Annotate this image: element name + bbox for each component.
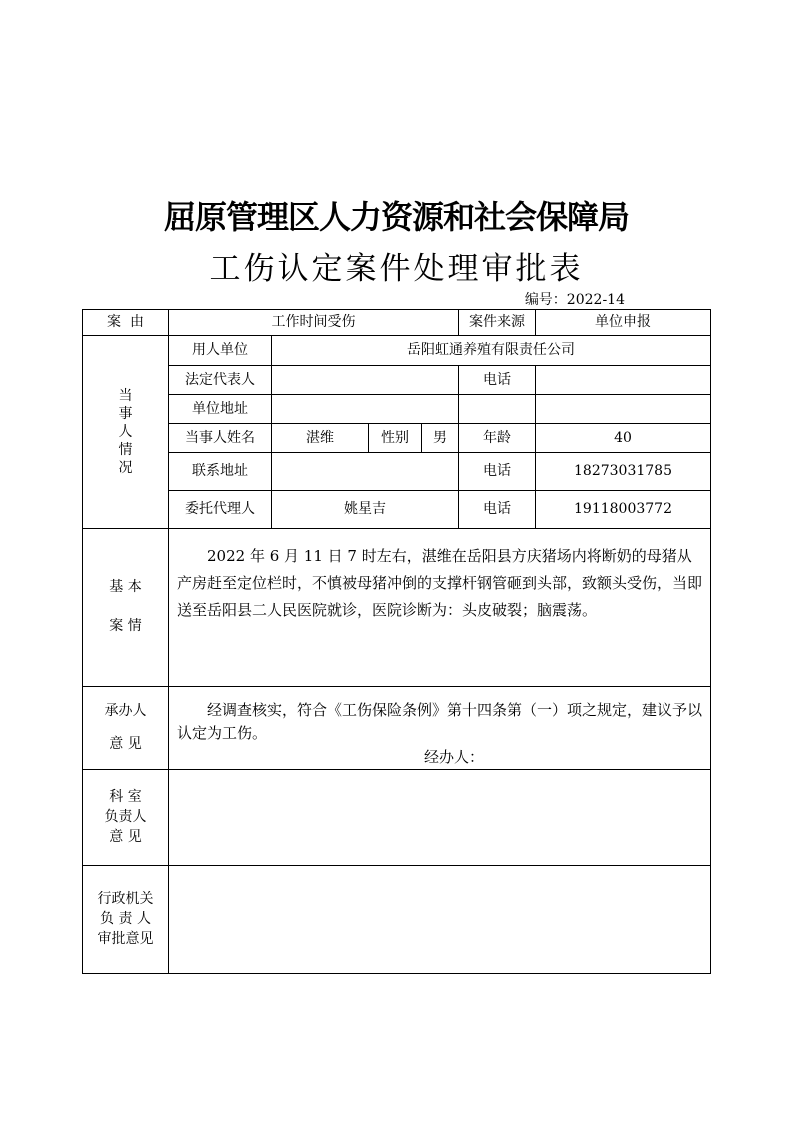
party-name-row — [83, 424, 711, 453]
legal-rep-value — [272, 366, 459, 395]
name-label: 当事人姓名 — [169, 424, 272, 453]
cause-label: 案 由 — [83, 310, 169, 336]
phone-label-1: 电话 — [459, 366, 536, 395]
case-row — [83, 310, 711, 336]
handler-opinion-cell — [169, 687, 711, 770]
employer-row — [83, 336, 711, 366]
gender-label: 性别 — [369, 424, 422, 453]
handler-row — [83, 687, 711, 770]
age-value: 40 — [536, 424, 711, 453]
phone-label-4: 电话 — [459, 491, 536, 529]
document-number: 编号：2022-14 — [524, 292, 625, 308]
age-label: 年龄 — [459, 424, 536, 453]
handler-label: 承办人 意 见 — [83, 687, 169, 770]
gender-value: 男 — [422, 424, 459, 453]
contact-address-value — [272, 453, 459, 491]
employer-value: 岳阳虹通养殖有限责任公司 — [272, 336, 711, 366]
form-title: 工伤认定案件处理审批表 — [209, 251, 584, 287]
basic-case-text: 2022 年 6 月 11 日 7 时左右，湛维在岳阳县方庆猪场内将断奶的母猪从产房赶至定位栏时，不慎被母猪冲倒的支撑杆钢管砸到头部，致额头受伤，当即送至岳阳县二人民医院就诊，医院诊断为：头皮破裂；脑震荡。 — [169, 529, 711, 687]
legal-rep-label: 法定代表人 — [169, 366, 272, 395]
phone-label-3: 电话 — [459, 453, 536, 491]
phone-value-2 — [536, 395, 711, 424]
phone-value-1 — [536, 366, 711, 395]
cause-value: 工作时间受伤 — [169, 310, 459, 336]
handler-opinion-text: 经调查核实，符合《工伤保险条例》第十四条第（一）项之规定，建议予以认定为工伤。 — [177, 701, 703, 742]
phone-value-3: 18273031785 — [536, 453, 711, 491]
handler-signer: 经办人： — [424, 748, 485, 766]
section-head-opinion — [169, 769, 711, 865]
phone-value-4: 19118003772 — [536, 491, 711, 529]
agent-value: 姚星吉 — [272, 491, 459, 529]
party-section-label: 当 事 人 情 况 — [83, 336, 169, 529]
basic-case-label: 基 本 案 情 — [83, 529, 169, 687]
agent-label: 委托代理人 — [169, 491, 272, 529]
address-extra-cell — [459, 395, 536, 424]
admin-head-label: 行政机关 负 责 人 审批意见 — [83, 865, 169, 973]
section-head-label: 科 室 负责人 意 见 — [83, 769, 169, 865]
address-row — [83, 395, 711, 424]
contact-address-label: 联系地址 — [169, 453, 272, 491]
section-head-row — [83, 769, 711, 865]
name-value: 湛维 — [272, 424, 369, 453]
legal-rep-row — [83, 366, 711, 395]
address-value — [272, 395, 459, 424]
admin-head-opinion — [169, 865, 711, 973]
approval-form-table — [82, 309, 711, 974]
source-label: 案件来源 — [459, 310, 536, 336]
org-title: 屈原管理区人力资源和社会保障局 — [163, 198, 629, 236]
source-value: 单位申报 — [536, 310, 711, 336]
contact-address-row — [83, 453, 711, 491]
employer-label: 用人单位 — [169, 336, 272, 366]
agent-row — [83, 491, 711, 529]
address-label: 单位地址 — [169, 395, 272, 424]
basic-case-row — [83, 529, 711, 687]
admin-head-row — [83, 865, 711, 973]
